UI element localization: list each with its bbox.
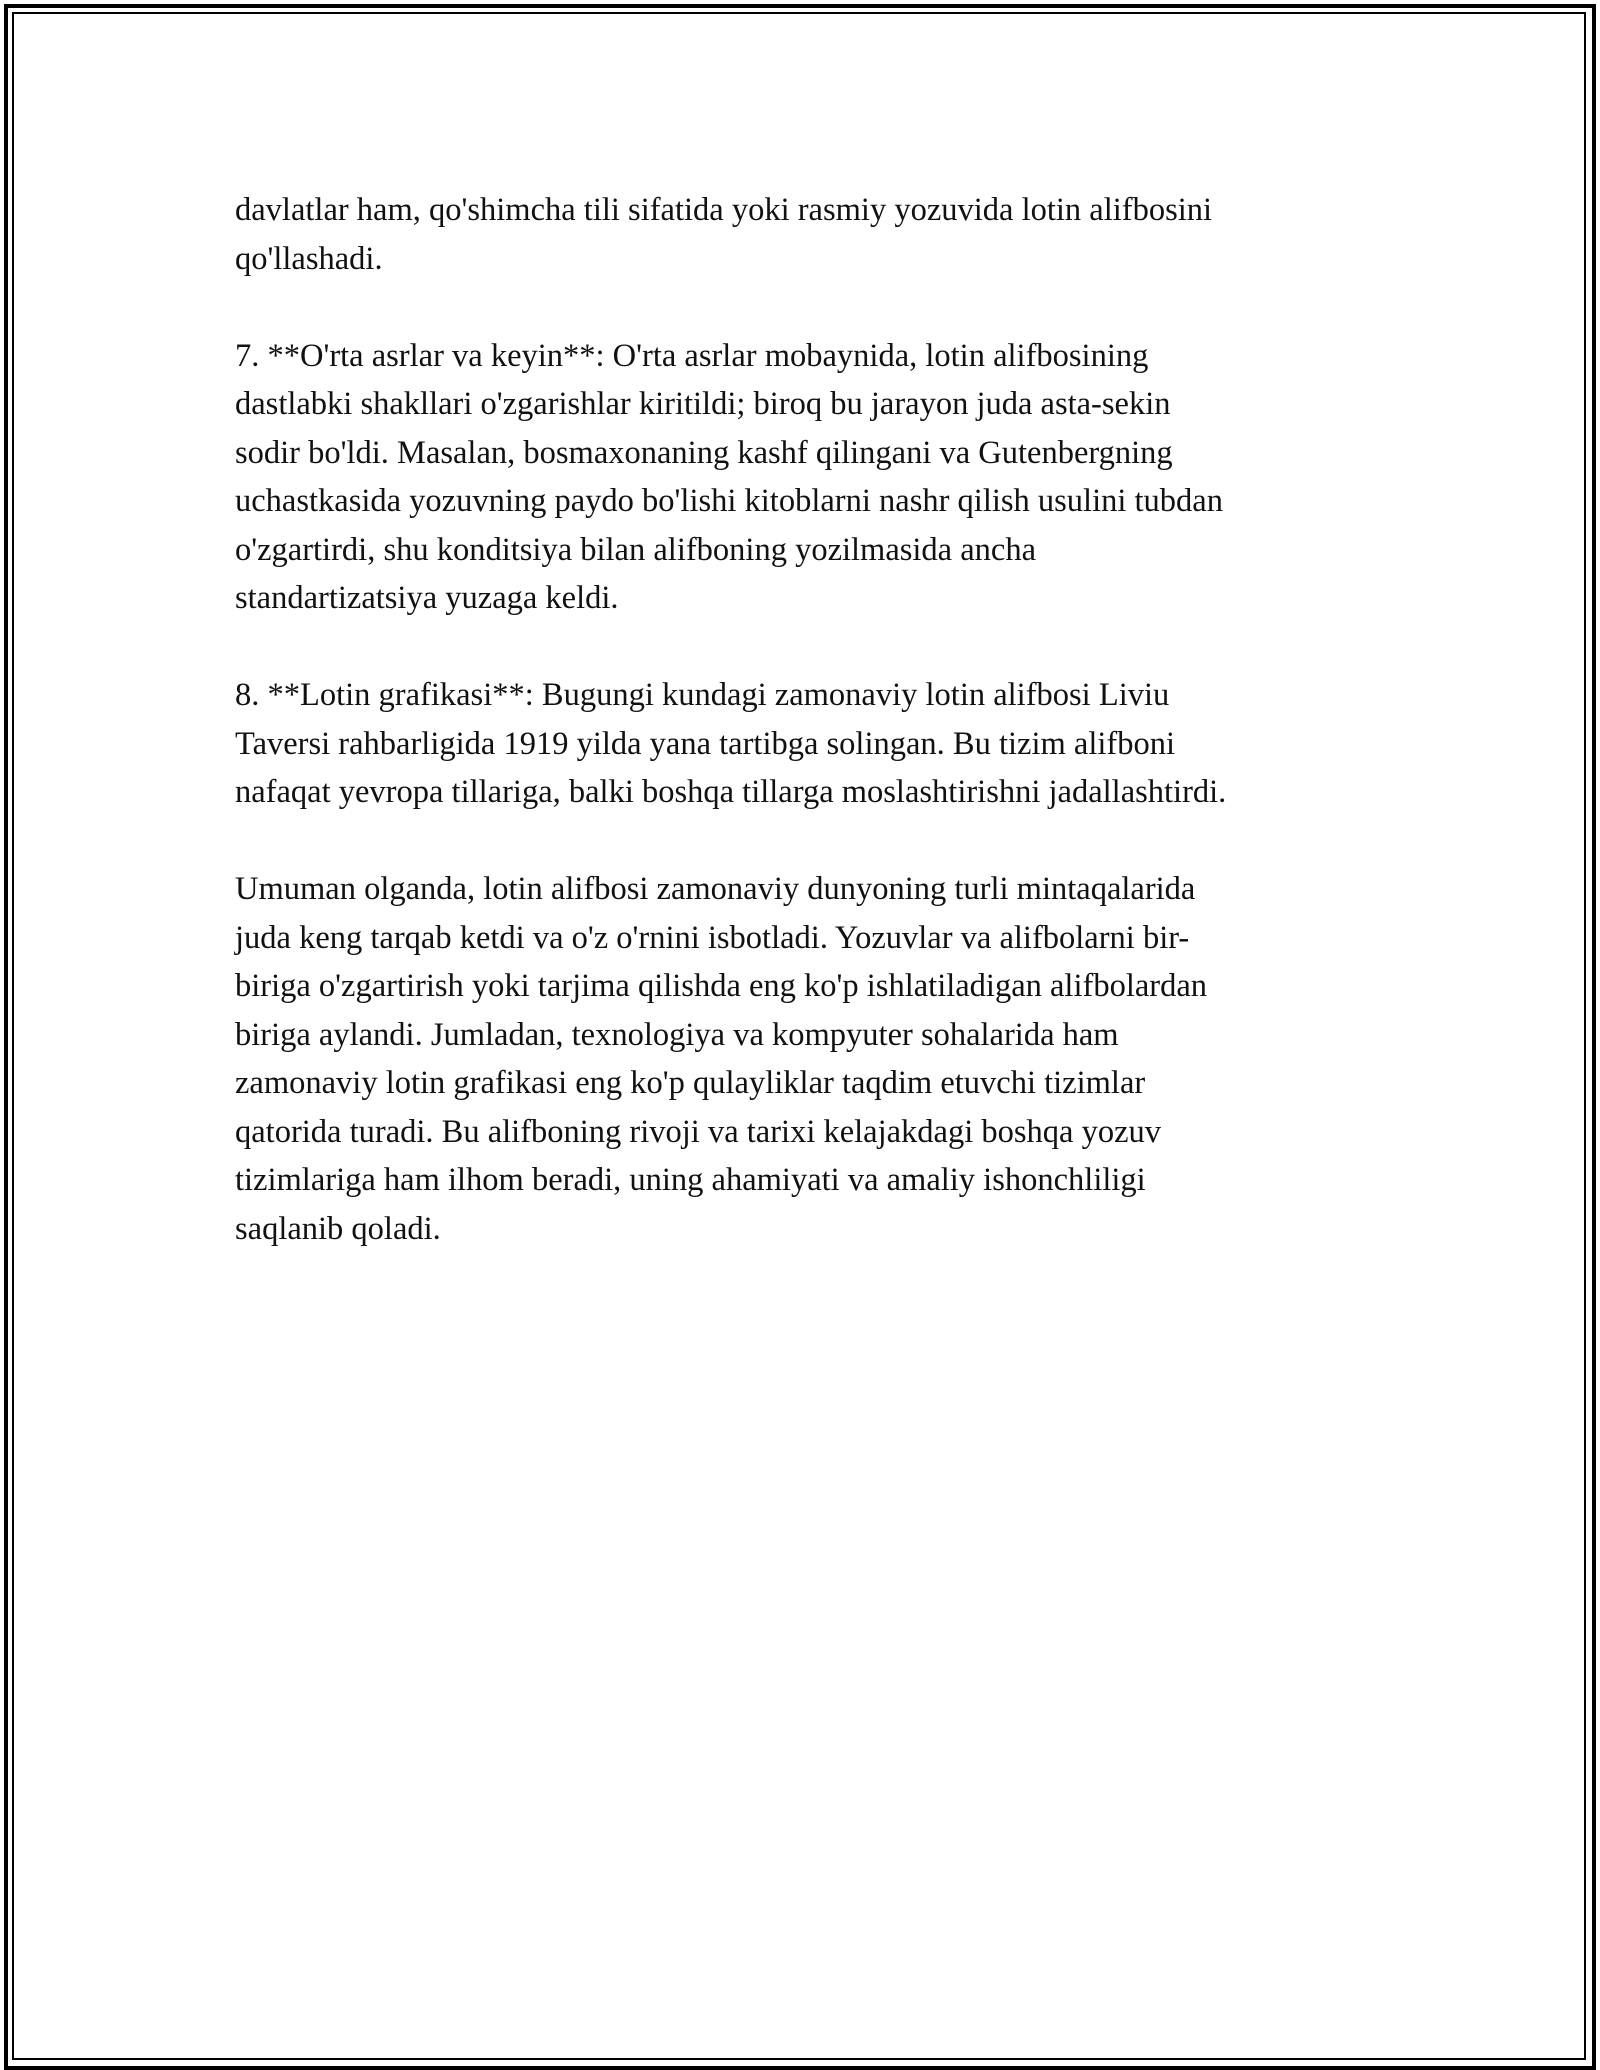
paragraph-item-8: 8. **Lotin grafikasi**: Bugungi kundagi zamonaviy lotin alifbosi Liviu Taversi rahbarligida 1919 yilda yana tartibga solingan. Bu tizim alifboni nafaqat yevropa tillariga, balki boshqa tillarga moslashtirishni jadallashtirdi. xyxy=(235,677,1227,810)
paragraph-conclusion: Umuman olganda, lotin alifbosi zamonaviy dunyoning turli mintaqalarida juda keng tarqab ketdi va o'z o'rnini isbotladi. Yozuvlar va alifbolarni bir- biriga o'zgartirish yoki tarjima qilishda eng ko'p ishlatiladigan alifbolardan biriga aylandi. Jumladan, texnologiya va kompyuter sohalarida ham zamonaviy lotin grafikasi eng ko'p qulayliklar taqdim etuvchi tizimlar qatorida turadi. Bu alifboning rivoji va tarixi kelajakdagi boshqa yozuv tizimlariga ham ilhom beradi, uning ahamiyati va amaliy ishonchliligi saqlanib qoladi. xyxy=(235,871,1208,1247)
paragraph-item-7: 7. **O'rta asrlar va keyin**: O'rta asrlar mobaynida, lotin alifbosining dastlabki shakllari o'zgarishlar kiritildi; biroq bu jarayon juda asta-sekin sodir bo'ldi. Masalan, bosmaxonaning kashf qilingani va Gutenbergning uchastkasida yozuvning paydo bo'lishi kitoblarni nashr qilish usulini tubdan o'zgartirdi, shu konditsiya bilan alifboning yozilmasida ancha standartizatsiya yuzaga keldi. xyxy=(235,337,1223,616)
paragraph-continuation: davlatlar ham, qo'shimcha tili sifatida yoki rasmiy yozuvida lotin alifbosini qo'llashadi. xyxy=(235,192,1213,277)
document-body xyxy=(235,186,1365,1302)
